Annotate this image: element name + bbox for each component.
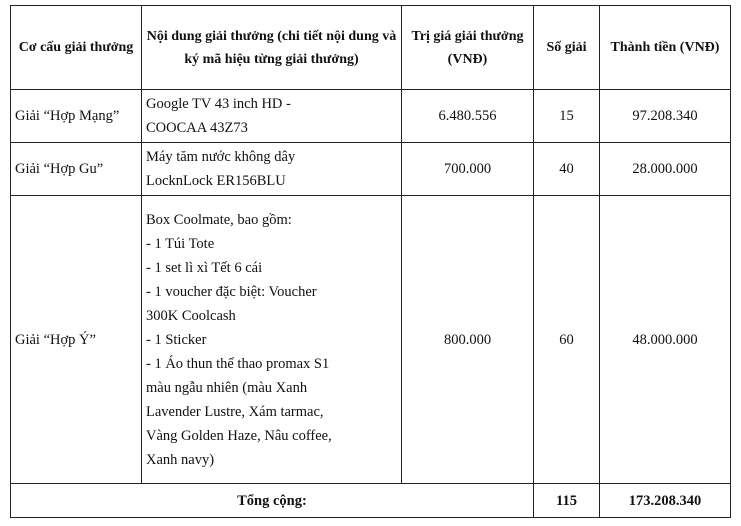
- total-amount: 173.208.340: [600, 484, 731, 518]
- prize-count: 15: [534, 90, 600, 143]
- prize-description: [142, 90, 402, 143]
- header-prize-content: Nội dung giải thưởng (chi tiết nội dung và ký mã hiệu từng giải thưởng): [142, 6, 402, 90]
- prize-name: Giải “Hợp Ý”: [11, 196, 142, 484]
- header-prize-structure: Cơ cấu giải thưởng: [11, 6, 142, 90]
- prize-value: 800.000: [402, 196, 534, 484]
- description-line: LocknLock ER156BLU: [146, 173, 286, 189]
- prize-description: [142, 143, 402, 196]
- description-line: 300K Coolcash: [146, 307, 236, 324]
- prize-amount: 97.208.340: [600, 90, 731, 143]
- prize-count: 60: [534, 196, 600, 484]
- description-line: - 1 set lì xì Tết 6 cái: [146, 259, 263, 276]
- table-row: [11, 143, 731, 196]
- description-line: Lavender Lustre, Xám tarmac,: [146, 403, 324, 420]
- prize-value: 700.000: [402, 143, 534, 196]
- total-label: Tổng cộng:: [11, 484, 534, 518]
- header-prize-value: Trị giá giải thưởng (VNĐ): [402, 6, 534, 90]
- total-count: 115: [534, 484, 600, 518]
- prize-description: [142, 196, 402, 484]
- total-row: [11, 484, 731, 518]
- prize-name: Giải “Hợp Mạng”: [11, 90, 142, 143]
- description-line: - 1 Áo thun thể thao promax S1: [146, 355, 330, 372]
- description-line: Vàng Golden Haze, Nâu coffee,: [146, 427, 332, 444]
- description-line: - 1 Túi Tote: [146, 235, 215, 252]
- table-header-row: [11, 6, 731, 90]
- table-row: [11, 196, 731, 484]
- description-line: màu ngẫu nhiên (màu Xanh: [146, 379, 308, 396]
- description-line: Máy tăm nước không dây: [146, 149, 296, 165]
- description-line: Google TV 43 inch HD -: [146, 96, 291, 112]
- header-amount: Thành tiền (VNĐ): [600, 6, 731, 90]
- description-line: Box Coolmate, bao gồm:: [146, 211, 292, 228]
- prize-amount: 48.000.000: [600, 196, 731, 484]
- header-prize-count: Số giải: [534, 6, 600, 90]
- description-line: - 1 Sticker: [146, 331, 207, 348]
- prize-structure-table: [10, 5, 731, 518]
- prize-name: Giải “Hợp Gu”: [11, 143, 142, 196]
- table-row: [11, 90, 731, 143]
- prize-value: 6.480.556: [402, 90, 534, 143]
- description-line: - 1 voucher đặc biệt: Voucher: [146, 283, 317, 300]
- description-line: COOCAA 43Z73: [146, 120, 248, 136]
- prize-amount: 28.000.000: [600, 143, 731, 196]
- description-line: Xanh navy): [146, 451, 215, 468]
- prize-count: 40: [534, 143, 600, 196]
